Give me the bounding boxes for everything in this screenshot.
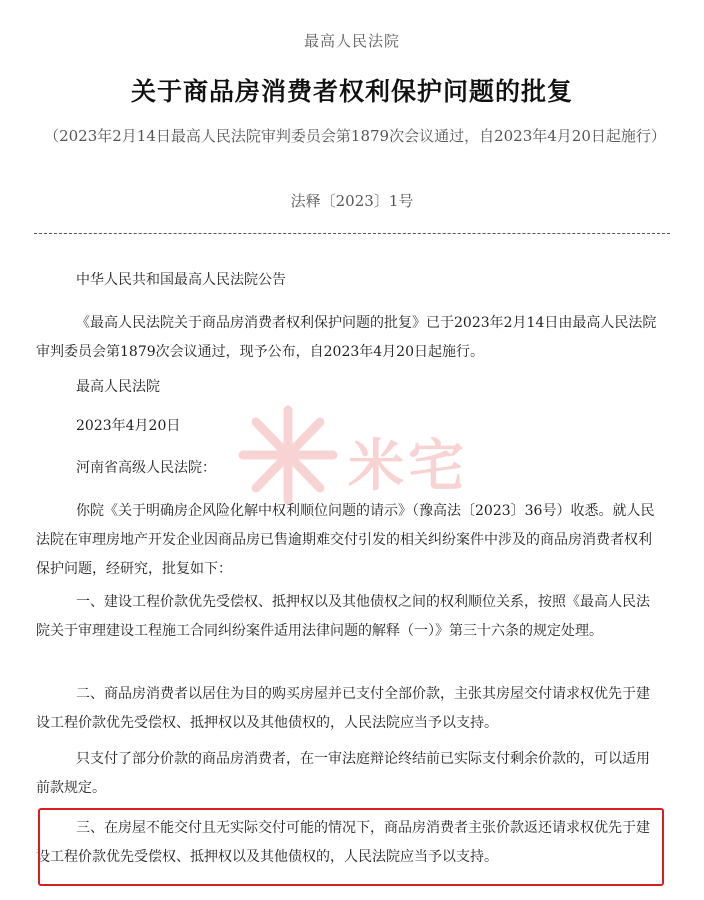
- announcement-date: 2023年4月20日: [76, 418, 181, 434]
- item-2-supplement: 只支付了部分价款的商品房消费者，在一审法庭辩论终结前已实际支付剩余价款的，可以适用前款规定。: [36, 751, 650, 796]
- item-2: 二、商品房消费者以居住为目的购买房屋并已支付全部价款，主张其房屋交付请求权优先于建设工程价款优先受偿权、抵押权以及其他债权的，人民法院应当予以支持。: [36, 686, 650, 731]
- signature: 最高人民法院: [76, 379, 160, 395]
- item-1: 一、建设工程价款优先受偿权、抵押权以及其他债权之间的权利顺位关系，按照《最高人民法院关于审理建设工程施工合同纠纷案件适用法律问题的解释（一）》第三十六条的规定处理。: [36, 594, 650, 639]
- document-number: 法释〔2023〕1号: [290, 192, 414, 210]
- highlight-box: [38, 808, 664, 886]
- announcement-heading: 中华人民共和国最高人民法院公告: [76, 272, 286, 288]
- document-title: 关于商品房消费者权利保护问题的批复: [130, 77, 573, 106]
- dashed-divider: [34, 233, 670, 234]
- item-3: 三、在房屋不能交付且无实际交付可能的情况下，商品房消费者主张价款返还请求权优先于建设工程价款优先受偿权、抵押权以及其他债权的，人民法院应当予以支持。: [36, 820, 650, 865]
- announcement-text: 《最高人民法院关于商品房消费者权利保护问题的批复》已于2023年2月14日由最高人民法院审判委员会第1879次会议通过，现予公布，自2023年4月20日起施行。: [36, 315, 657, 360]
- addressee: 河南省高级人民法院：: [76, 460, 216, 476]
- intro-paragraph: 你院《关于明确房企风险化解中权利顺位问题的请示》（豫高法〔2023〕36号）收悉。就人民法院在审理房地产开发企业因商品房已售逾期难交付引发的相关纠纷案件中涉及的商品房消费者权利保护问题，经研究，批复如下：: [36, 503, 655, 577]
- watermark-text: 米宅: [348, 434, 468, 499]
- adoption-note: （2023年2月14日最高人民法院审判委员会第1879次会议通过，自2023年4月20日起施行）: [44, 127, 666, 145]
- court-name: 最高人民法院: [303, 32, 400, 50]
